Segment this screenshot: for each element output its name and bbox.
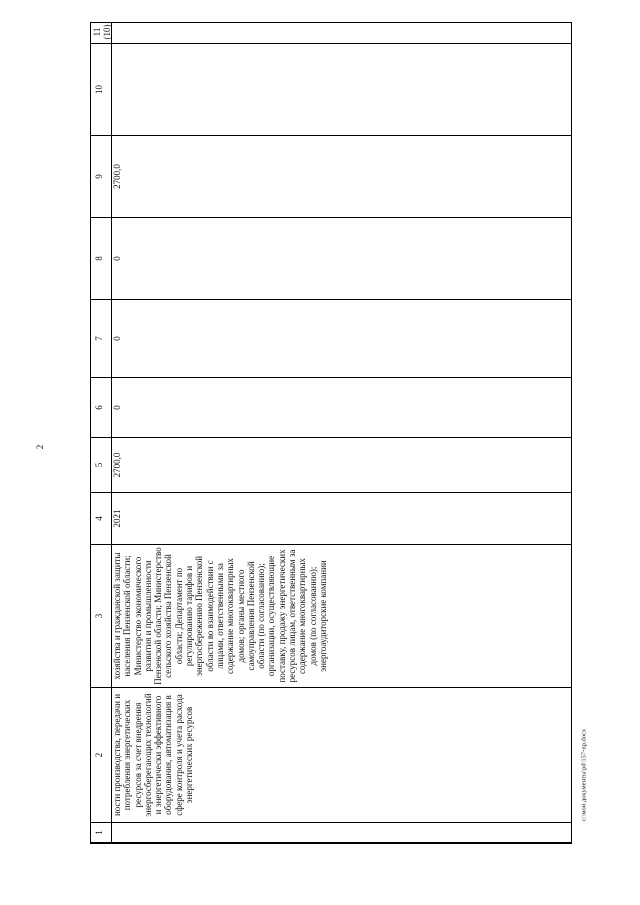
column-10 <box>91 44 571 136</box>
column-4 <box>91 493 571 545</box>
column-8 <box>91 218 571 300</box>
column-5 <box>91 438 571 493</box>
cell-8: 0 <box>112 256 122 261</box>
cell-2: ности производства, передачи и потребления энергетических ресурсов за счет внедрения энергосберегающих технологий и энергетически эффективного оборудования, автоматизация в сфере контроля и учета расхода энергетических ресурсов <box>112 693 195 817</box>
data-table <box>90 22 572 844</box>
cell-5: 2700,0 <box>112 452 122 478</box>
cell-6: 0 <box>112 405 122 410</box>
column-2 <box>91 688 571 823</box>
cell-9: 2700,0 <box>112 164 122 189</box>
cell-4: 2021 <box>112 509 122 528</box>
header-2: 2 <box>94 752 104 758</box>
column-3 <box>91 545 571 688</box>
column-6 <box>91 378 571 438</box>
header-10: 10 <box>94 85 104 94</box>
header-11: 11 <box>92 27 102 37</box>
footer-file-path: c:\мои документы\pd\157-np.docx <box>580 728 588 822</box>
page-number: 2 <box>35 444 45 450</box>
header-3: 3 <box>94 613 104 619</box>
cell-3: хозяйства и гражданской защиты населения Пензенской области; Министерство экономического развития и промышленности Пензенской области; Министерство сельского хозяйства Пензенской области; Департамент по регулированию тарифов и энергосбережению Пензенской области во взаимодействии с лицами, ответственными за содержание многоквартирных домов; органы местного самоуправления Пензенской области (по согласованию); организации, осуществляющие поставку, продажу энергетических ресурсов лицам, ответственным за содержание многоквартирных домов (по согласованию); энергоаудиторские компании <box>112 547 328 685</box>
cell-7: 0 <box>112 336 122 341</box>
header-4: 4 <box>94 516 104 521</box>
header-11-sub: (10) <box>102 24 112 40</box>
header-6: 6 <box>94 405 104 410</box>
table-container <box>90 22 572 844</box>
column-1 <box>91 823 571 843</box>
header-5: 5 <box>94 462 104 468</box>
header-7: 7 <box>94 336 104 341</box>
column-7 <box>91 300 571 378</box>
header-9: 9 <box>94 174 104 179</box>
column-11 <box>91 21 571 44</box>
header-8: 8 <box>94 256 104 261</box>
column-9 <box>91 136 571 218</box>
header-1: 1 <box>94 830 104 835</box>
